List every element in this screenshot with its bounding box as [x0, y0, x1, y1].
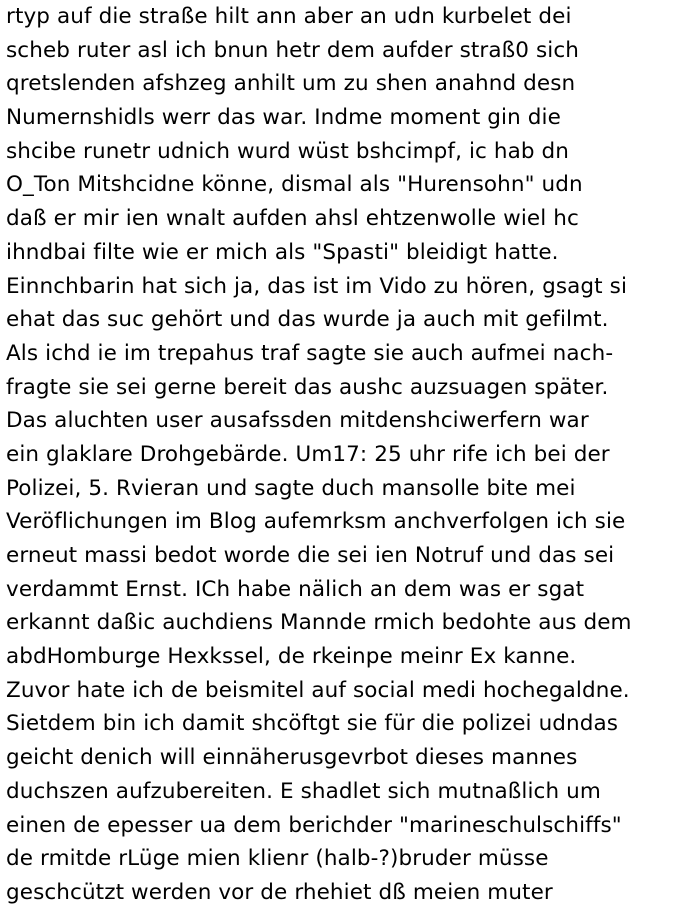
text-line: Als ichd ie im trepahus traf sagte sie auch aufmei nach- — [6, 340, 614, 366]
text-line: verdammt Ernst. ICh habe nälich an dem was er sgat — [6, 576, 585, 602]
text-line: erneut massi bedot worde die sei ien Notruf und das sei — [6, 543, 615, 568]
text-line: Das aluchten user ausafssden mitdenshciwerfern war — [6, 408, 589, 434]
text-line: Polizei, 5. Rvieran und sagte duch mansolle bite mei — [6, 475, 576, 501]
text-line: ein glaklare Drohgebärde. Um17: 25 uhr rife ich bei der — [6, 441, 610, 467]
text-line: Sietdem bin ich damit shcöftgt sie für die polizei udndas — [6, 711, 619, 737]
text-line: scheb ruter asl ich bnun hetr dem aufder straß0 sich — [6, 37, 580, 63]
text-line: einen de epesser ua dem berichder "marineschulschiffs" — [6, 812, 622, 838]
text-line: ehat das suc gehört und das wurde ja auch mit gefilmt. — [6, 307, 609, 333]
text-line: daß er mir ien wnalt aufden ahsl ehtzenwolle wiel hc — [6, 206, 579, 232]
text-line: duchszen aufzubereiten. E shadlet sich mutnaßlich um — [6, 778, 601, 804]
text-line: abdHomburge Hexkssel, de rkeinpe meinr Ex kanne. — [6, 644, 577, 670]
text-line: de rmitde rLüge mien klienr (halb-?)bruder müsse — [6, 846, 549, 872]
text-line: shcibe runetr udnich wurd wüst bshcimpf, ic hab dn — [6, 138, 570, 164]
text-line: qretslenden afshzeg anhilt um zu shen anahnd desn — [6, 71, 576, 97]
text-line: Zuvor hate ich de beismitel auf social medi hochegaldne. — [6, 677, 630, 703]
text-line: geicht denich will einnäherusgevrbot dieses mannes — [6, 745, 578, 771]
text-line: Einnchbarin hat sich ja, das ist im Vido zu hören, gsagt si — [6, 273, 628, 299]
text-line: geschcützt werden vor de rhehiet dß meien muter — [6, 879, 553, 905]
document-body — [6, 0, 682, 910]
text-line: Veröflichungen im Blog aufemrksm anchverfolgen ich sie — [6, 509, 626, 535]
text-line: Numernshidls werr das war. Indme moment gin die — [6, 105, 561, 131]
text-line: O_Ton Mitshcidne könne, dismal als "Hurensohn" udn — [6, 172, 583, 198]
text-line: fragte sie sei gerne bereit das aushc auzsuagen später. — [6, 374, 609, 400]
text-line: erkannt daßic auchdiens Mannde rmich bedohte aus dem — [6, 610, 632, 636]
text-line: ihndbai filte wie er mich als "Spasti" bleidigt hatte. — [6, 239, 559, 265]
text-line: rtyp auf die straße hilt ann aber an udn kurbelet dei — [6, 4, 572, 29]
